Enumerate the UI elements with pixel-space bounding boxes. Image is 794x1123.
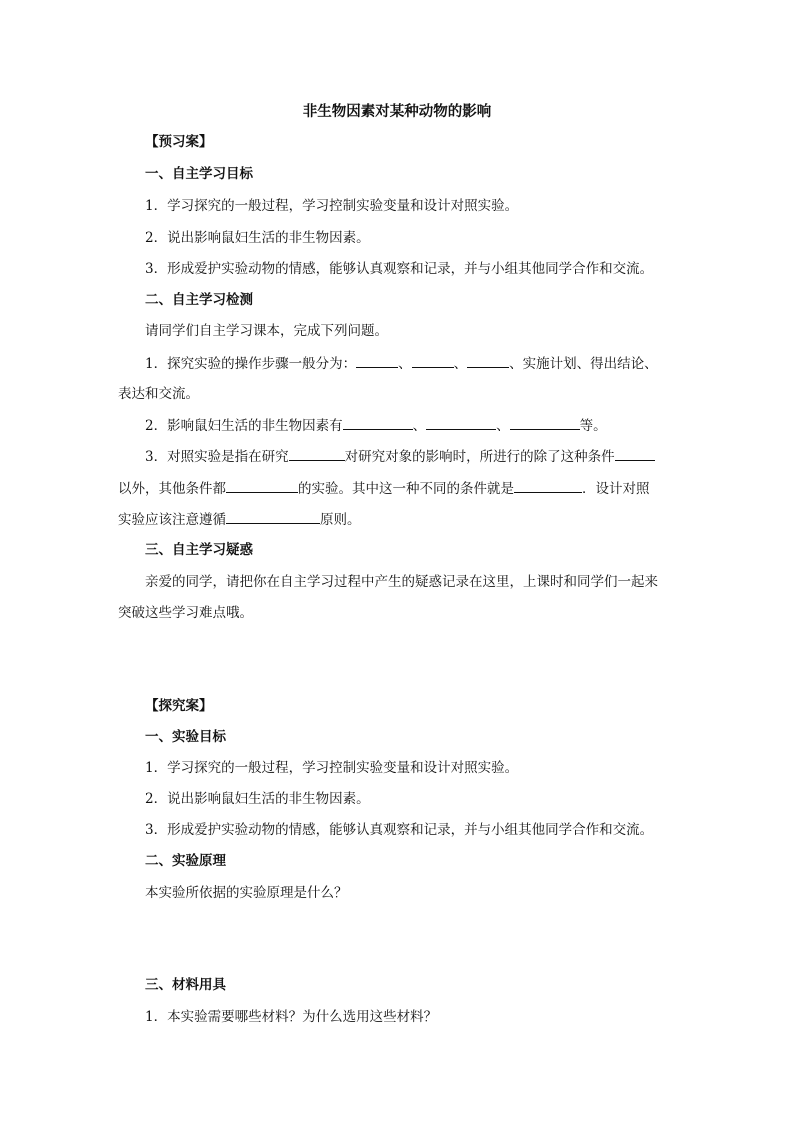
question-1-continued: 表达和交流。 xyxy=(118,386,199,402)
answer-blank[interactable] xyxy=(356,353,398,368)
answer-blank[interactable] xyxy=(426,415,496,430)
question-1-text: 1．探究实验的操作步骤一般分为： xyxy=(145,356,357,372)
preview-heading: 【预习案】 xyxy=(145,134,213,150)
answer-blank[interactable] xyxy=(343,415,413,430)
answer-blank[interactable] xyxy=(226,509,320,524)
preview-goal-3: 3．形成爱护实验动物的情感，能够认真观察和记录，并与小组其他同学合作和交流。 xyxy=(145,261,654,277)
answer-blank[interactable] xyxy=(467,353,509,368)
preview-section3-text-continued: 突破这些学习难点哦。 xyxy=(118,605,253,621)
inquiry-section3-title: 三、材料用具 xyxy=(145,977,226,993)
answer-blank[interactable] xyxy=(514,478,582,493)
preview-goal-1: 1．学习探究的一般过程，学习控制实验变量和设计对照实验。 xyxy=(145,198,519,214)
inquiry-goal-1: 1．学习探究的一般过程，学习控制实验变量和设计对照实验。 xyxy=(145,760,519,776)
preview-section1-title: 一、自主学习目标 xyxy=(145,166,253,182)
preview-section3-text: 亲爱的同学，请把你在自主学习过程中产生的疑惑记录在这里，上课时和同学们一起来 xyxy=(145,574,658,590)
answer-blank[interactable] xyxy=(615,446,655,461)
inquiry-heading: 【探究案】 xyxy=(145,698,213,714)
answer-blank[interactable] xyxy=(289,446,345,461)
inquiry-goal-2: 2．说出影响鼠妇生活的非生物因素。 xyxy=(145,791,370,807)
inquiry-section2-title: 二、实验原理 xyxy=(145,853,226,869)
preview-section3-title: 三、自主学习疑惑 xyxy=(145,542,253,558)
answer-blank[interactable] xyxy=(412,353,454,368)
inquiry-section1-title: 一、实验目标 xyxy=(145,729,226,745)
preview-goal-2: 2．说出影响鼠妇生活的非生物因素。 xyxy=(145,230,370,246)
preview-section2-intro: 请同学们自主学习课本，完成下列问题。 xyxy=(145,323,388,339)
question-3-line-3: 实验应该注意遵循 原则。 xyxy=(118,509,361,530)
question-3-line: 3．对照实验是指在研究 对研究对象的影响时，所进行的除了这种条件 xyxy=(145,446,655,467)
question-3-text: 3．对照实验是指在研究 xyxy=(145,449,289,465)
answer-blank[interactable] xyxy=(510,415,580,430)
question-2-text: 2．影响鼠妇生活的非生物因素有 xyxy=(145,418,343,434)
question-3-line-2: 以外，其他条件都 的实验。其中这一种不同的条件就是 ．设计对照 xyxy=(118,478,650,499)
inquiry-section3-question: 1．本实验需要哪些材料？为什么选用这些材料？ xyxy=(145,1009,438,1025)
document-title: 非生物因素对某种动物的影响 xyxy=(302,104,492,120)
preview-section2-title: 二、自主学习检测 xyxy=(145,292,253,308)
inquiry-goal-3: 3．形成爱护实验动物的情感，能够认真观察和记录，并与小组其他同学合作和交流。 xyxy=(145,822,654,838)
answer-blank[interactable] xyxy=(226,478,298,493)
question-1-line: 1．探究实验的操作步骤一般分为： 、 、 、实施计划、得出结论、 xyxy=(145,353,658,374)
inquiry-section2-question: 本实验所依据的实验原理是什么？ xyxy=(145,885,348,901)
question-2-line: 2．影响鼠妇生活的非生物因素有 、 、 等。 xyxy=(145,415,607,436)
